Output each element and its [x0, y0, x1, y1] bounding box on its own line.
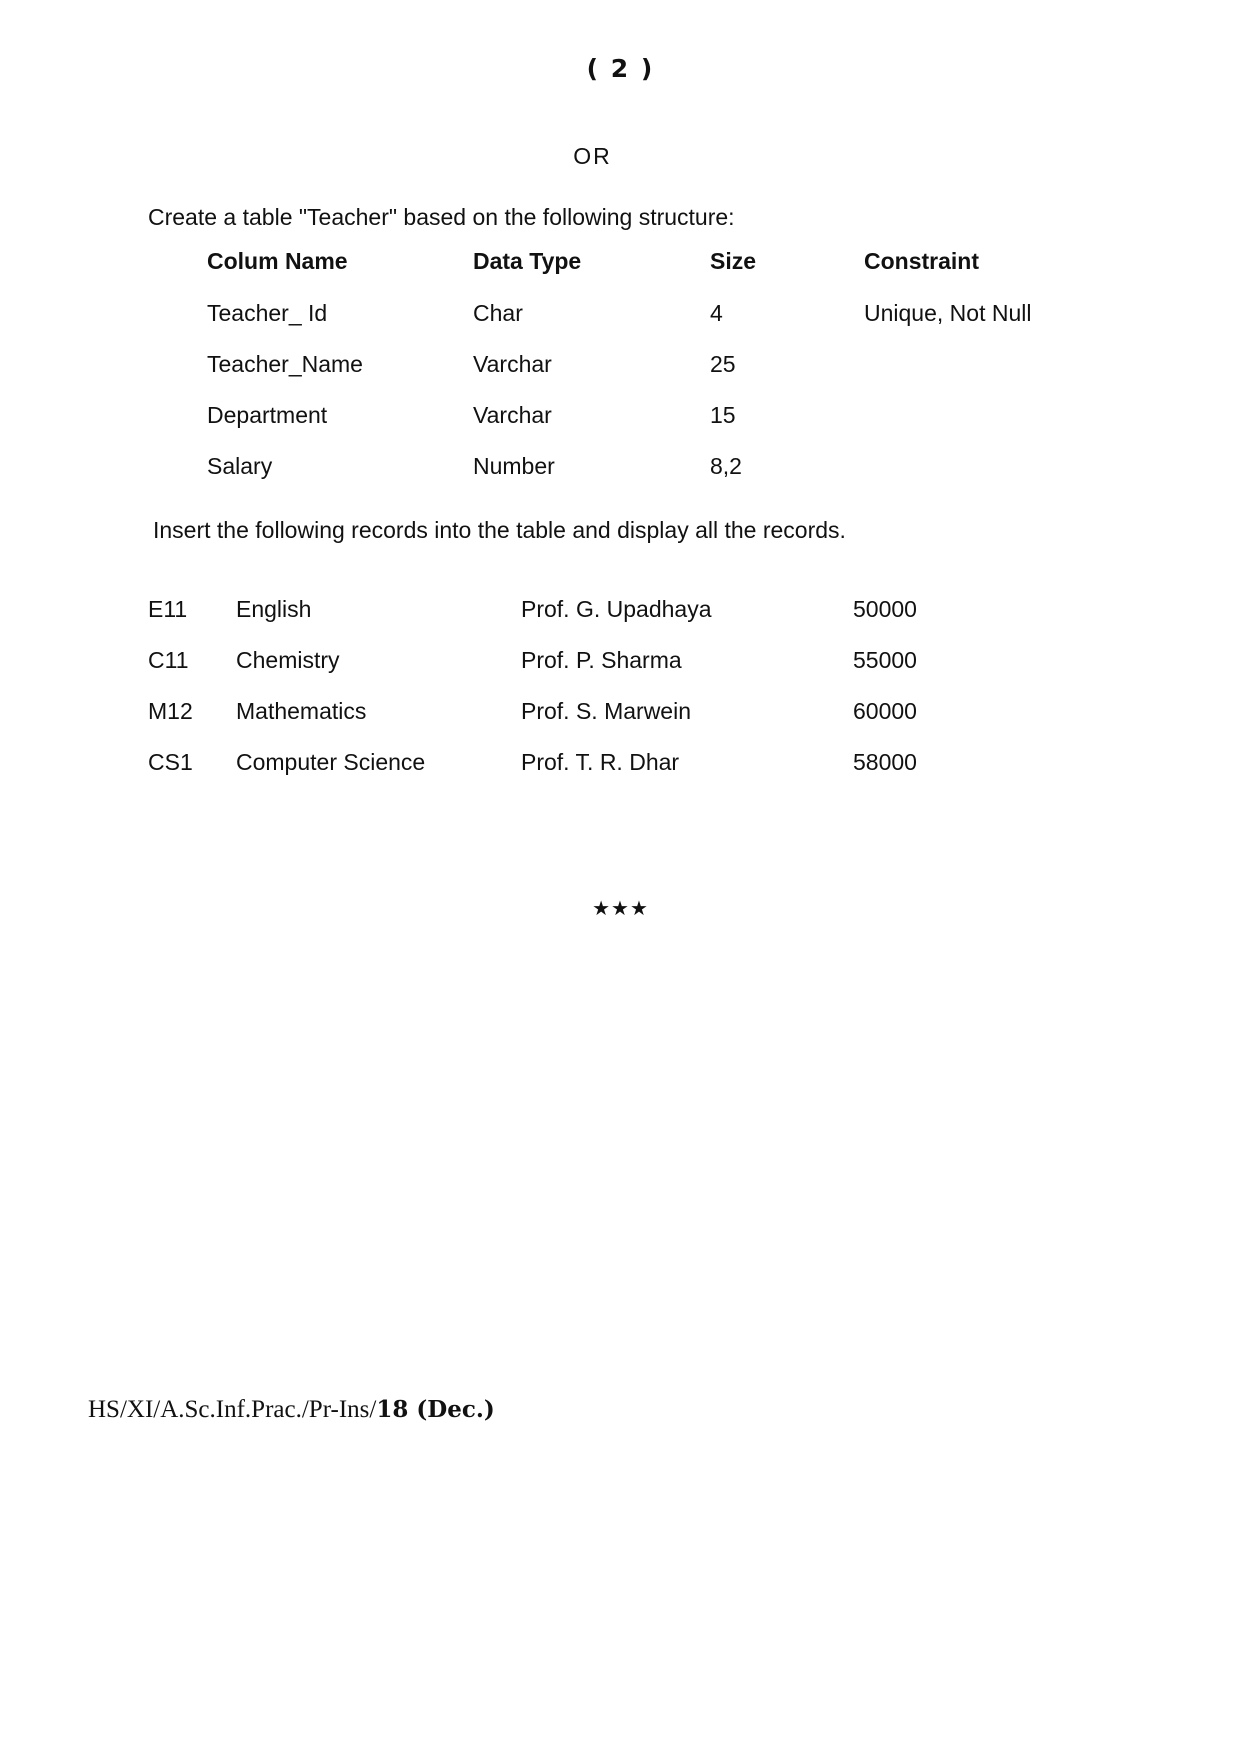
record-department: Computer Science: [236, 749, 426, 775]
structure-row: [207, 351, 1064, 402]
record-salary: 50000: [853, 596, 917, 622]
footer-code: [88, 1396, 495, 1424]
structure-cell: 15: [710, 402, 736, 428]
record-id: C11: [148, 647, 189, 673]
record-row: [148, 749, 973, 800]
structure-cell: Unique, Not Null: [864, 300, 1032, 326]
structure-cell: Teacher_Name: [207, 351, 363, 377]
or-separator: OR: [573, 143, 612, 169]
insert-instruction: Insert the following records into the table and display all the records.: [153, 517, 846, 543]
record-id: CS1: [148, 749, 193, 775]
record-department: English: [236, 596, 312, 622]
record-teacher-name: Prof. T. R. Dhar: [521, 749, 680, 775]
structure-cell: 25: [710, 351, 736, 377]
record-id: M12: [148, 698, 193, 724]
record-row: [148, 698, 973, 749]
record-row: [148, 647, 973, 698]
structure-cell: Varchar: [473, 402, 552, 428]
record-salary: 58000: [853, 749, 917, 775]
footer-code-bold: 18 (Dec.): [376, 1396, 495, 1423]
structure-table: [207, 248, 1064, 504]
page-number: ( 2 ): [586, 54, 655, 83]
record-department: Chemistry: [236, 647, 340, 673]
structure-cell: Department: [207, 402, 328, 428]
structure-row: [207, 402, 1064, 453]
header-constraint: Constraint: [864, 248, 979, 274]
structure-header-row: [207, 248, 1064, 300]
header-column-name: Colum Name: [207, 248, 348, 274]
record-teacher-name: Prof. S. Marwein: [521, 698, 691, 724]
structure-cell: Salary: [207, 453, 273, 479]
question-intro: Create a table "Teacher" based on the following structure:: [148, 204, 735, 230]
structure-cell: 8,2: [710, 453, 742, 479]
record-salary: 60000: [853, 698, 917, 724]
record-department: Mathematics: [236, 698, 367, 724]
structure-cell: Number: [473, 453, 555, 479]
record-teacher-name: Prof. G. Upadhaya: [521, 596, 712, 622]
header-size: Size: [710, 248, 757, 274]
structure-row: [207, 300, 1064, 351]
record-id: E11: [148, 596, 188, 622]
structure-cell: 4: [710, 300, 723, 326]
structure-cell: [864, 402, 1064, 453]
records-table: [148, 596, 973, 800]
end-stars: ★★★: [592, 896, 649, 920]
footer-code-text: HS/XI/A.Sc.Inf.Prac./Pr-Ins/: [88, 1396, 377, 1423]
record-salary: 55000: [853, 647, 917, 673]
structure-cell: Teacher_ Id: [207, 300, 328, 326]
structure-cell: Char: [473, 300, 523, 326]
header-data-type: Data Type: [473, 248, 582, 274]
structure-cell: Varchar: [473, 351, 552, 377]
record-teacher-name: Prof. P. Sharma: [521, 647, 682, 673]
structure-cell: [864, 453, 1064, 504]
structure-cell: [864, 351, 1064, 402]
structure-row: [207, 453, 1064, 504]
record-row: [148, 596, 973, 647]
